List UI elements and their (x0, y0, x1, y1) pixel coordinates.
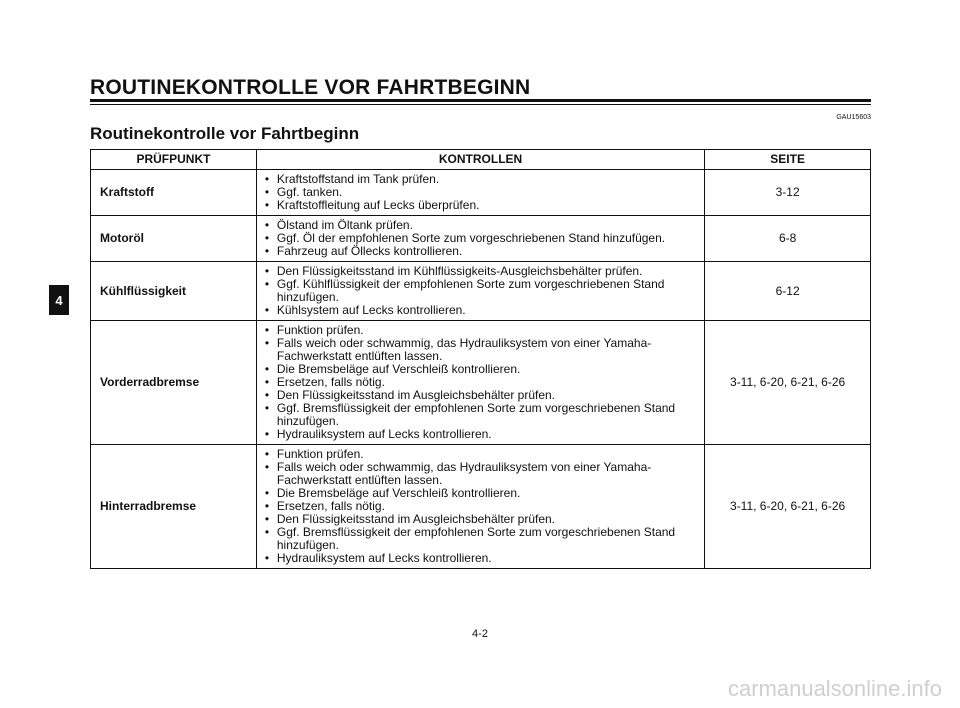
row-checks (256, 262, 704, 321)
check-item: • Ggf. tanken. (265, 186, 696, 199)
page-number: 4-2 (472, 628, 488, 640)
check-item: • Falls weich oder schwammig, das Hydrauliksystem von einer Yamaha-Fachwerkstatt entlüften lassen. (265, 461, 696, 487)
row-item: Hinterradbremse (91, 445, 257, 569)
check-item: • Kühlsystem auf Lecks kontrollieren. (265, 304, 696, 317)
table-row (91, 262, 871, 321)
row-item: Kühlflüssigkeit (91, 262, 257, 321)
check-item: • Ölstand im Öltank prüfen. (265, 219, 696, 232)
check-item: • Den Flüssigkeitsstand im Kühlflüssigkeits-Ausgleichsbehälter prüfen. (265, 265, 696, 278)
check-item: • Funktion prüfen. (265, 324, 696, 337)
check-item: • Den Flüssigkeitsstand im Ausgleichsbehälter prüfen. (265, 513, 696, 526)
row-pages: 3-11, 6-20, 6-21, 6-26 (705, 321, 871, 445)
row-checks (256, 170, 704, 216)
check-item: • Falls weich oder schwammig, das Hydrauliksystem von einer Yamaha-Fachwerkstatt entlüften lassen. (265, 337, 696, 363)
check-item: • Kraftstoffstand im Tank prüfen. (265, 173, 696, 186)
check-item: • Ggf. Kühlflüssigkeit der empfohlenen Sorte zum vorgeschriebenen Stand hinzufügen. (265, 278, 696, 304)
watermark: carmanualsonline.info (727, 676, 942, 701)
check-item: • Die Bremsbeläge auf Verschleiß kontrollieren. (265, 363, 696, 376)
row-pages: 6-12 (705, 262, 871, 321)
check-item: • Hydrauliksystem auf Lecks kontrollieren. (265, 428, 696, 441)
table-row (91, 321, 871, 445)
table-header-row (91, 150, 871, 170)
row-item: Vorderradbremse (91, 321, 257, 445)
check-item: • Ersetzen, falls nötig. (265, 376, 696, 389)
row-checks (256, 216, 704, 262)
row-checks (256, 445, 704, 569)
check-item: • Die Bremsbeläge auf Verschleiß kontrollieren. (265, 487, 696, 500)
document-code: GAU15603 (836, 114, 871, 121)
table-row (91, 170, 871, 216)
section-title: Routinekontrolle vor Fahrtbeginn (90, 124, 360, 143)
row-item: Kraftstoff (91, 170, 257, 216)
check-item: • Fahrzeug auf Öllecks kontrollieren. (265, 245, 696, 258)
header-rule-thick (90, 99, 871, 102)
chapter-tab: 4 (49, 285, 69, 315)
check-item: • Hydrauliksystem auf Lecks kontrollieren. (265, 552, 696, 565)
inspection-table (90, 149, 871, 569)
row-pages: 3-12 (705, 170, 871, 216)
check-item: • Ggf. Öl der empfohlenen Sorte zum vorgeschriebenen Stand hinzufügen. (265, 232, 696, 245)
row-checks (256, 321, 704, 445)
check-item: • Ggf. Bremsflüssigkeit der empfohlenen Sorte zum vorgeschriebenen Stand hinzufügen. (265, 402, 696, 428)
header-checks: KONTROLLEN (256, 150, 704, 170)
check-item: • Kraftstoffleitung auf Lecks überprüfen. (265, 199, 696, 212)
check-item: • Ggf. Bremsflüssigkeit der empfohlenen Sorte zum vorgeschriebenen Stand hinzufügen. (265, 526, 696, 552)
table-row (91, 216, 871, 262)
check-item: • Ersetzen, falls nötig. (265, 500, 696, 513)
chapter-title: ROUTINEKONTROLLE VOR FAHRTBEGINN (90, 76, 531, 99)
row-pages: 6-8 (705, 216, 871, 262)
header-item: PRÜFPUNKT (91, 150, 257, 170)
row-item: Motoröl (91, 216, 257, 262)
check-item: • Funktion prüfen. (265, 448, 696, 461)
header-pages: SEITE (705, 150, 871, 170)
check-item: • Den Flüssigkeitsstand im Ausgleichsbehälter prüfen. (265, 389, 696, 402)
row-pages: 3-11, 6-20, 6-21, 6-26 (705, 445, 871, 569)
header-rule-thin (90, 104, 871, 105)
table-row (91, 445, 871, 569)
